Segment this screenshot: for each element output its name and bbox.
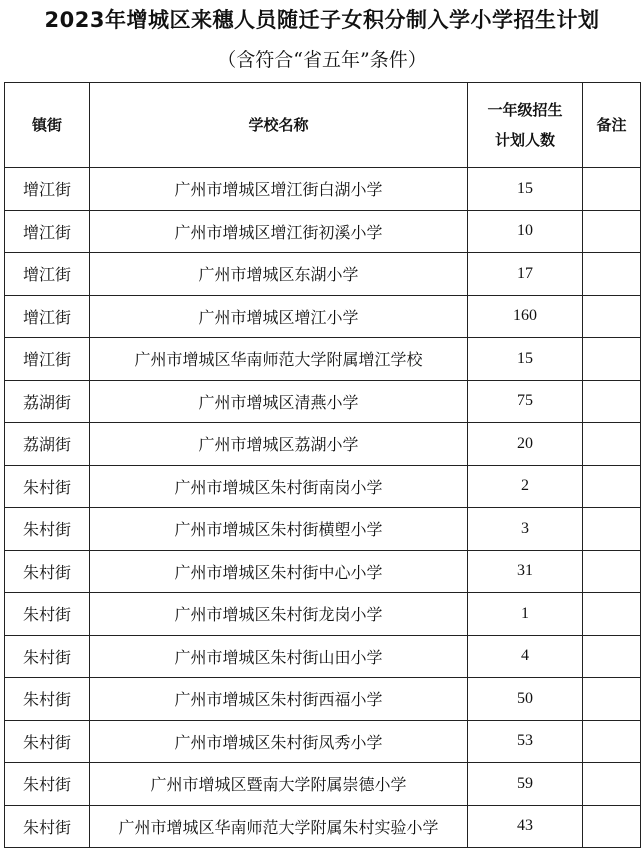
cell-remark [583, 550, 641, 593]
cell-school: 广州市增城区增江小学 [90, 295, 468, 338]
cell-town: 朱村街 [5, 678, 90, 721]
cell-remark [583, 168, 641, 211]
table-row [5, 678, 641, 721]
table-row [5, 338, 641, 381]
cell-town: 荔湖街 [5, 423, 90, 466]
cell-quota: 10 [468, 210, 583, 253]
cell-town: 朱村街 [5, 805, 90, 848]
cell-school: 广州市增城区华南师范大学附属朱村实验小学 [90, 805, 468, 848]
cell-school: 广州市增城区朱村街山田小学 [90, 635, 468, 678]
cell-quota: 4 [468, 635, 583, 678]
cell-town: 增江街 [5, 168, 90, 211]
table-row [5, 423, 641, 466]
cell-school: 广州市增城区增江街白湖小学 [90, 168, 468, 211]
table-header-row [5, 83, 641, 168]
cell-town: 增江街 [5, 295, 90, 338]
cell-remark [583, 423, 641, 466]
cell-school: 广州市增城区朱村街横塱小学 [90, 508, 468, 551]
cell-quota: 2 [468, 465, 583, 508]
table-row [5, 168, 641, 211]
cell-town: 朱村街 [5, 508, 90, 551]
cell-quota: 43 [468, 805, 583, 848]
cell-quota: 17 [468, 253, 583, 296]
table-row [5, 763, 641, 806]
header-quota [468, 83, 583, 168]
cell-town: 朱村街 [5, 720, 90, 763]
page-title: 2023年增城区来穗人员随迁子女积分制入学小学招生计划 [44, 8, 600, 32]
cell-town: 朱村街 [5, 465, 90, 508]
cell-quota: 1 [468, 593, 583, 636]
table-row [5, 720, 641, 763]
cell-school: 广州市增城区清燕小学 [90, 380, 468, 423]
cell-remark [583, 253, 641, 296]
cell-remark [583, 720, 641, 763]
cell-remark [583, 380, 641, 423]
table-body [5, 168, 641, 848]
cell-school: 广州市增城区荔湖小学 [90, 423, 468, 466]
cell-quota: 59 [468, 763, 583, 806]
cell-school: 广州市增城区朱村街凤秀小学 [90, 720, 468, 763]
cell-school: 广州市增城区朱村街南岗小学 [90, 465, 468, 508]
cell-remark [583, 593, 641, 636]
cell-remark [583, 508, 641, 551]
cell-remark [583, 465, 641, 508]
header-remark: 备注 [583, 83, 641, 168]
cell-remark [583, 635, 641, 678]
cell-town: 朱村街 [5, 550, 90, 593]
enrollment-plan-table [4, 82, 641, 848]
cell-quota: 160 [468, 295, 583, 338]
cell-remark [583, 763, 641, 806]
table-row [5, 465, 641, 508]
cell-town: 朱村街 [5, 593, 90, 636]
table-row [5, 295, 641, 338]
table-row [5, 635, 641, 678]
cell-remark [583, 805, 641, 848]
cell-remark [583, 338, 641, 381]
cell-remark [583, 295, 641, 338]
cell-school: 广州市增城区东湖小学 [90, 253, 468, 296]
cell-school: 广州市增城区增江街初溪小学 [90, 210, 468, 253]
cell-school: 广州市增城区朱村街龙岗小学 [90, 593, 468, 636]
cell-quota: 75 [468, 380, 583, 423]
cell-town: 增江街 [5, 253, 90, 296]
page-subtitle: （含符合“省五年”条件） [217, 49, 427, 71]
cell-quota: 3 [468, 508, 583, 551]
cell-school: 广州市增城区朱村街中心小学 [90, 550, 468, 593]
cell-quota: 31 [468, 550, 583, 593]
table-row [5, 210, 641, 253]
cell-quota: 20 [468, 423, 583, 466]
cell-town: 朱村街 [5, 635, 90, 678]
cell-school: 广州市增城区华南师范大学附属增江学校 [90, 338, 468, 381]
cell-town: 朱村街 [5, 763, 90, 806]
header-school: 学校名称 [90, 83, 468, 168]
cell-town: 增江街 [5, 338, 90, 381]
table-row [5, 805, 641, 848]
table-row [5, 550, 641, 593]
header-quota-line1: 一年级招生 [487, 101, 563, 119]
table-row [5, 508, 641, 551]
cell-town: 荔湖街 [5, 380, 90, 423]
cell-town: 增江街 [5, 210, 90, 253]
header-quota-line2: 计划人数 [494, 131, 555, 149]
cell-school: 广州市增城区暨南大学附属崇德小学 [90, 763, 468, 806]
header-town: 镇街 [5, 83, 90, 168]
cell-remark [583, 678, 641, 721]
cell-quota: 15 [468, 168, 583, 211]
table-row [5, 253, 641, 296]
cell-quota: 53 [468, 720, 583, 763]
table-row [5, 380, 641, 423]
cell-quota: 50 [468, 678, 583, 721]
cell-school: 广州市增城区朱村街西福小学 [90, 678, 468, 721]
table-row [5, 593, 641, 636]
cell-remark [583, 210, 641, 253]
cell-quota: 15 [468, 338, 583, 381]
